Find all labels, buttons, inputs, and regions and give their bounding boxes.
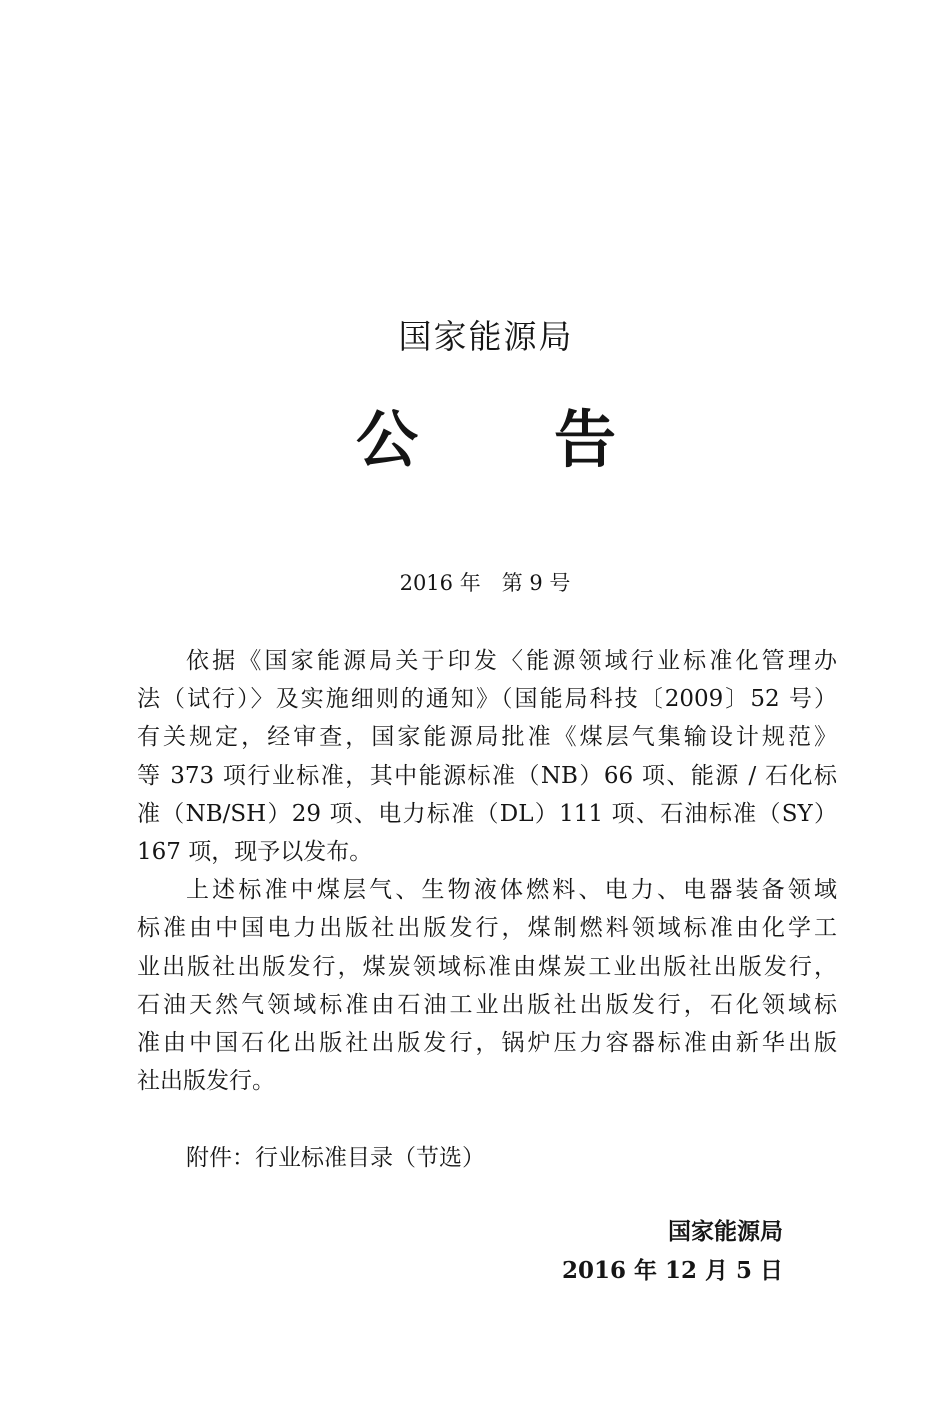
body-line: 等 373 项行业标准，其中能源标准（NB）66 项、能源 / 石化标	[137, 762, 837, 789]
paragraph-1	[137, 642, 837, 871]
notice-title	[0, 403, 950, 476]
body-line: 社出版发行。	[137, 1068, 275, 1095]
body-line: 准由中国石化出版社出版发行，锅炉压力容器标准由新华出版	[137, 1029, 837, 1056]
notice-body	[137, 642, 837, 1100]
attachment-note: 附件：行业标准目录（节选）	[186, 1145, 485, 1171]
body-line: 有关规定，经审查，国家能源局批准《煤层气集输设计规范》	[137, 724, 837, 751]
body-line: 法（试行）〉及实施细则的通知》（国能局科技〔2009〕52 号）	[137, 686, 837, 713]
issuing-agency-heading: 国家能源局	[398, 317, 574, 356]
body-line: 石油天然气领域标准由石油工业出版社出版发行，石化领域标	[137, 991, 837, 1018]
body-line: 依据《国家能源局关于印发〈能源领域行业标准化管理办	[186, 648, 837, 674]
body-line: 准（NB/SH）29 项、电力标准（DL）111 项、石油标准（SY）	[137, 800, 837, 827]
body-line: 上述标准中煤层气、生物液体燃料、电力、电器装备领域	[186, 877, 837, 904]
notice-title-char-2: 告	[554, 403, 617, 476]
signature-issuer: 国家能源局	[668, 1219, 783, 1245]
notice-title-char-1: 公	[356, 403, 419, 476]
paragraph-2	[137, 871, 837, 1100]
body-line: 业出版社出版发行，煤炭领域标准由煤炭工业出版社出版发行，	[137, 953, 837, 980]
body-line: 167 项，现予以发布。	[137, 838, 373, 865]
issue-number: 2016 年 第 9 号	[399, 571, 571, 595]
body-line: 标准由中国电力出版社出版发行，煤制燃料领域标准由化学工	[137, 915, 837, 942]
signature-date: 2016 年 12 月 5 日	[561, 1257, 783, 1284]
